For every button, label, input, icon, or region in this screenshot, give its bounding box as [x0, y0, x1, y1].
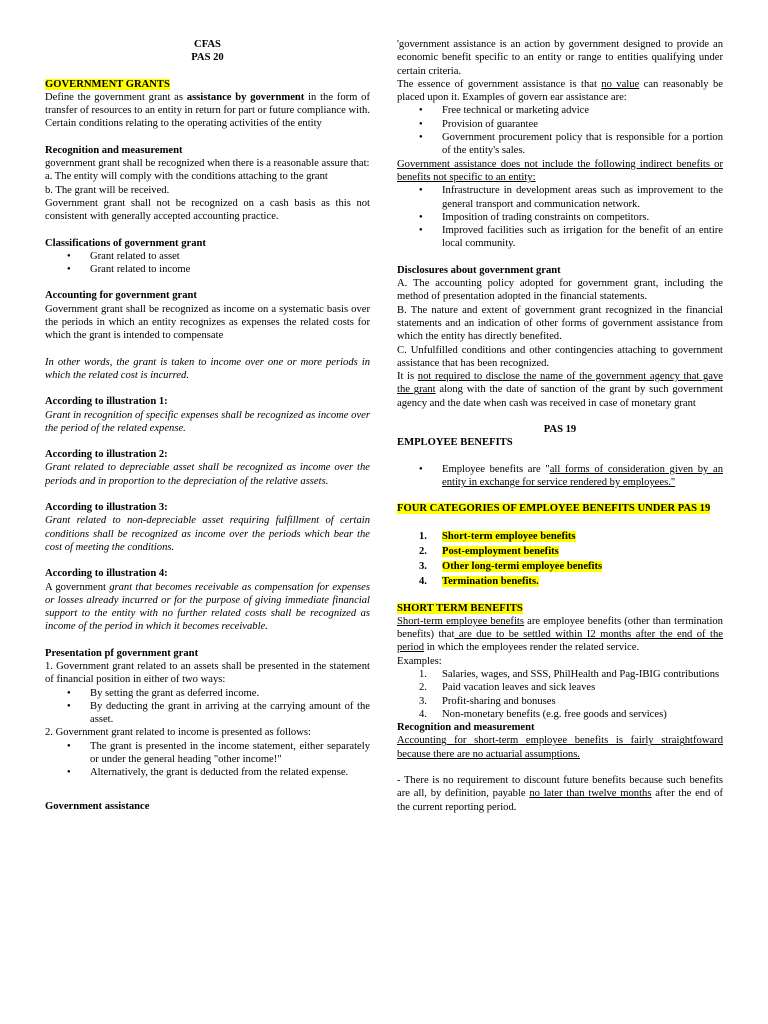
heading-disclosures: Disclosures about government grant	[397, 264, 561, 276]
presentation-1-list	[45, 687, 370, 727]
illustration-4-text: A government grant that becomes receivable as compensation for expenses or losses already incurred or for the purpose of giving immediate financial support to the entity with no further related costs shall be recognized as income of the period in which it becomes receivable.	[45, 581, 370, 633]
illustration-2-text: Grant related to depreciable asset shall be recognized as income over the periods and in proportion to the depreciation of the relative assets.	[45, 462, 370, 487]
list-item: 4. Termination benefits.	[419, 575, 539, 587]
heading-illustration-4: According to illustration 4:	[45, 568, 168, 580]
list-item: ● Imposition of trading constraints on competitors.	[397, 211, 723, 224]
list-item: 2. Paid vacation leaves and sick leaves	[419, 682, 596, 694]
list-item: ● Employee benefits are "all forms of consideration given by an entity in exchange for service rendered by employees."	[397, 463, 723, 490]
ga-paragraph-1: 'government assistance is an action by government designed to provide an economic benefit specific to an entity or range to entities qualifying under certain criteria.	[397, 39, 723, 77]
disclosure-c: C. Unfulfilled conditions and other contingencies attaching to government assistance that has been recognized.	[397, 344, 723, 369]
ga-paragraph-2: The essence of government assistance is that no value can reasonably be placed upon it. Examples of govern ear assistance are:	[397, 78, 723, 104]
left-column	[45, 38, 370, 813]
rm-paragraph-2: Government grant shall not be recognized on a cash basis as this not consistent with generally accepted accounting practice.	[45, 197, 370, 223]
heading-classifications: Classifications of government grant	[45, 237, 206, 249]
disclosure-a: A. The accounting policy adopted for government grant, including the method of presentation adopted in the financial statements.	[397, 278, 723, 303]
list-item: ● Provision of guarantee	[397, 118, 723, 131]
accounting-paragraph-2: In other words, the grant is taken to income over one or more periods in which the related cost is incurred.	[45, 356, 370, 381]
list-item: ● By setting the grant as deferred income.	[45, 687, 370, 700]
heading-illustration-1: According to illustration 1:	[45, 396, 168, 408]
presentation-2-list	[45, 740, 370, 780]
list-item: ● Infrastructure in development areas such as improvement to the general transport and communication network.	[397, 184, 723, 211]
list-item: 4. Non-monetary benefits (e.g. free goods and services)	[419, 708, 667, 720]
ga-examples-list	[397, 104, 723, 157]
rm2-paragraph: Accounting for short-term employee benefits is fairly straightfoward because there are no actuarial assumptions.	[397, 735, 723, 760]
rm-item-a: a. The entity will comply with the conditions attaching to the grant	[45, 171, 328, 183]
list-item: 3. Other long-termi employee benefits	[419, 560, 603, 572]
gg-definition: Define the government grant as assistance by government in the form of transfer of resources to an entity in return for part or future compliance with. Certain conditions relating to the operating activities of the entity	[45, 91, 370, 130]
list-item: 1. Salaries, wages, and SSS, PhilHealth and Pag-IBIG contributions	[419, 668, 720, 680]
list-item: 2. Post-employment benefits	[419, 545, 559, 557]
list-item: ● Government procurement policy that is responsible for a portion of the entity's sales.	[397, 131, 723, 158]
disclosure-b: B. The nature and extent of government grant recognized in the financial statements and an indication of other forms of government assistance from which the entity has directly benefited.	[397, 304, 723, 343]
list-item: ● Free technical or marketing advice	[397, 104, 723, 117]
examples-list	[397, 668, 723, 721]
categories-list	[397, 529, 723, 589]
rm-item-b: b. The grant will be received.	[45, 184, 170, 196]
heading-illustration-2: According to illustration 2:	[45, 449, 168, 461]
discount-paragraph: - There is no requirement to discount future benefits because such benefits are all, by definition, payable no later than twelve months after the end of the current reporting period.	[397, 775, 723, 813]
doc-header-cfas: CFAS	[194, 39, 221, 50]
list-item: ● The grant is presented in the income statement, either separately or under the general heading "other income!"	[45, 740, 370, 767]
illustration-1-text: Grant in recognition of specific expenses shall be recognized as income over the period of the related expense.	[45, 409, 370, 434]
list-item: ● By deducting the grant in arriving at the carrying amount of the asset.	[45, 700, 370, 727]
accounting-paragraph-1: Government grant shall be recognized as income on a systematic basis over the periods in which an entity recognizes as expenses the related costs for which the grant is intended to compensate	[45, 303, 370, 342]
ga-paragraph-3: Government assistance does not include the following indirect benefits or benefits not specific to an entity:	[397, 158, 723, 183]
stb-paragraph: Short-term employee benefits are employee benefits (other than termination benefits) that are due to be settled within I2 months after the end of the period in which the employees render the related service.	[397, 615, 723, 654]
list-item: ● Improved facilities such as irrigation for the benefit of an entire local community.	[397, 224, 723, 251]
disclosure-d: It is not required to disclose the name of the government agency that gave the grant along with the date of sanction of the grant by such government agency and the date when cash was received in case of monetary grant	[397, 371, 723, 409]
heading-illustration-3: According to illustration 3:	[45, 502, 168, 514]
list-item: ● Grant related to income	[45, 263, 370, 276]
four-categories-heading: FOUR CATEGORIES OF EMPLOYEE BENEFITS UNDER PAS 19	[397, 503, 711, 515]
presentation-item-2: 2. Government grant related to income is presented as follows:	[45, 727, 311, 739]
short-term-benefits-heading: SHORT TERM BENEFITS	[397, 602, 523, 614]
list-item: ● Grant related to asset	[45, 250, 370, 263]
illustration-3-text: Grant related to non-depreciable asset requiring fulfillment of certain conditions shall be recognized as income over the periods which bear the cost of meeting the conditions.	[45, 515, 370, 553]
heading-accounting: Accounting for government grant	[45, 290, 197, 302]
section-title-employee-benefits: EMPLOYEE BENEFITS	[397, 437, 513, 449]
presentation-item-1: 1. Government grant related to an assets shall be presented in the statement of financial position in either of two ways:	[45, 660, 370, 686]
list-item: ● Alternatively, the grant is deducted from the related expense.	[45, 766, 370, 779]
heading-recognition-measurement-2: Recognition and measurement	[397, 722, 535, 734]
classification-list	[45, 250, 370, 277]
heading-recognition-measurement: Recognition and measurement	[45, 144, 183, 156]
right-column	[397, 38, 723, 814]
heading-government-assistance: Government assistance	[45, 800, 150, 812]
rm-paragraph-1: government grant shall be recognized when there is a reasonable assure that:	[45, 158, 370, 170]
list-item: 3. Profit-sharing and bonuses	[419, 695, 556, 707]
employee-benefits-list	[397, 463, 723, 490]
heading-presentation: Presentation pf government grant	[45, 647, 199, 659]
doc-header-pas20: PAS 20	[191, 52, 224, 64]
examples-label: Examples:	[397, 655, 442, 667]
doc-header-pas19: PAS 19	[543, 424, 577, 436]
section-title-government-grants: GOVERNMENT GRANTS	[45, 78, 170, 90]
ga-exclusions-list	[397, 184, 723, 250]
list-item: 1. Short-term employee benefits	[419, 530, 576, 542]
